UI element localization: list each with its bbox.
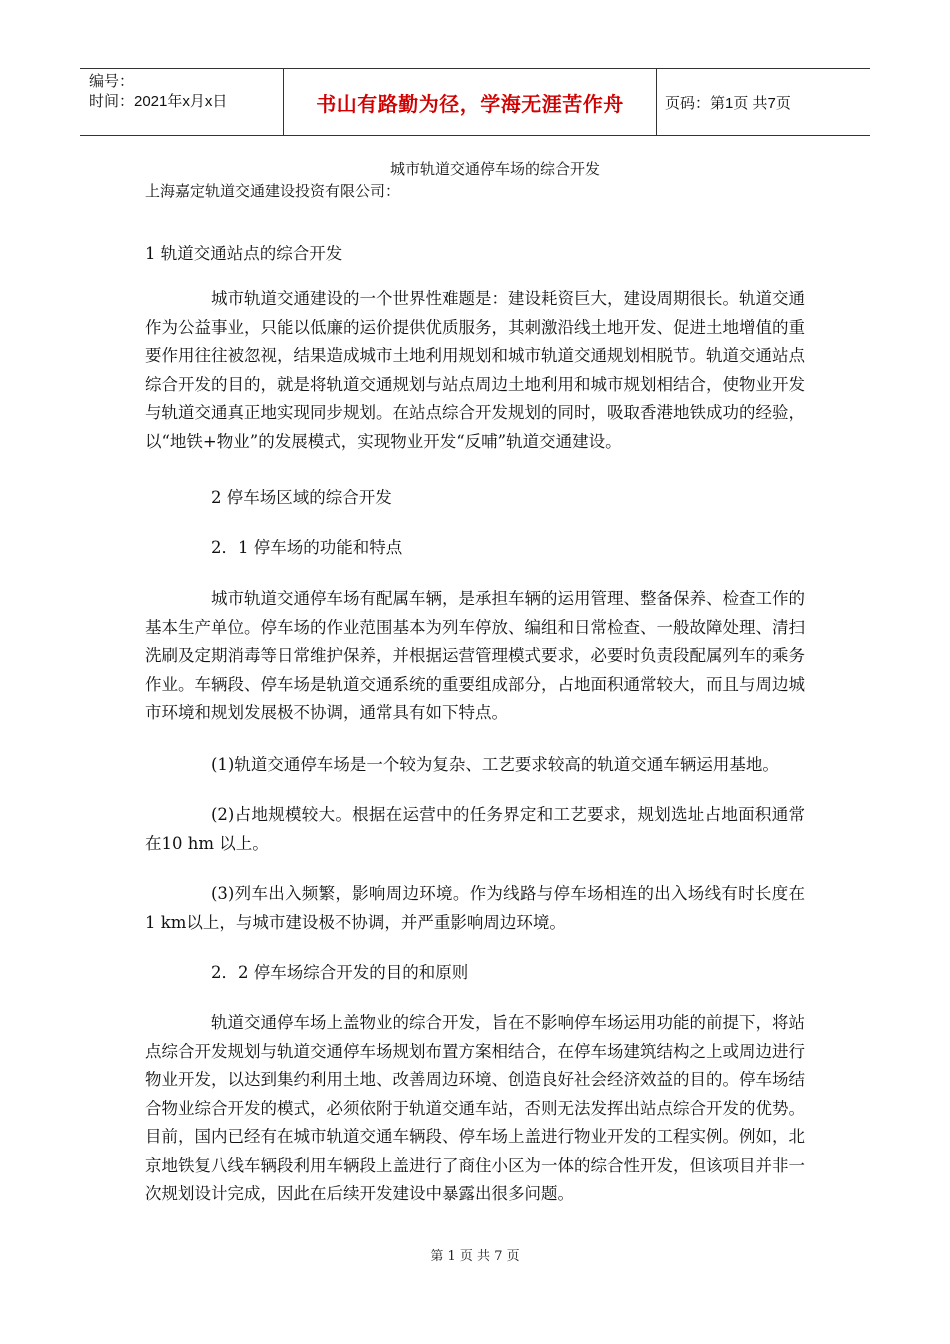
header-page-info: 页码：第1页 共7页 [665,94,791,112]
section-1-heading: 1 轨道交通站点的综合开发 [145,244,343,263]
section-2-1-paragraph: 城市轨道交通停车场有配属车辆，是承担车辆的运用管理、整备保养、检查工作的基本生产单位。停车场的作业范围基本为列车停放、编组和日常检查、一般故障处理、清扫洗刷及定期消毒等日常维护保养，并根据运营管理模式要求，必要时负责段配属列车的乘务作业。车辆段、停车场是轨道交通系统的重要组成部分，占地面积通常较大，而且与周边城市环境和规划发展极不协调，通常具有如下特点。 [145,589,805,722]
document-title: 城市轨道交通停车场的综合开发 [389,160,600,178]
page-header [80,68,870,136]
section-2-2-heading: 2．2 停车场综合开发的目的和原则 [211,963,469,982]
section-2-2-paragraph: 轨道交通停车场上盖物业的综合开发，旨在不影响停车场运用功能的前提下，将站点综合开发规划与轨道交通停车场规划布置方案相结合，在停车场建筑结构之上或周边进行物业开发，以达到集约利用土地、改善周边环境、创造良好社会经济效益的目的。停车场结合物业综合开发的模式，必须依附于轨道交通车站，否则无法发挥出站点综合开发的优势。目前，国内已经有在城市轨道交通车辆段、停车场上盖进行物业开发的工程实例。例如，北京地铁复八线车辆段利用车辆段上盖进行了商住小区为一体的综合性开发，但该项目并非一次规划设计完成，因此在后续开发建设中暴露出很多问题。 [145,1013,805,1203]
time-label: 时间：2021年x月x日 [89,93,228,110]
section-1-paragraph: 城市轨道交通建设的一个世界性难题是：建设耗资巨大，建设周期很长。轨道交通作为公益事业，只能以低廉的运价提供优质服务，其刺激沿线土地开发、促进土地增值的重要作用往往被忽视，结果造成城市土地利用规划和城市轨道交通规划相脱节。轨道交通站点综合开发的目的，就是将轨道交通规划与站点周边土地利用和城市规划相结合，使物业开发与轨道交通真正地实现同步规划。在站点综合开发规划的同时，吸取香港地铁成功的经验，以“地铁+物业”的发展模式，实现物业开发“反哺”轨道交通建设。 [145,289,805,451]
section-2-heading: 2 停车场区域的综合开发 [211,488,392,507]
number-label: 编号： [89,73,135,90]
document-author: 上海嘉定轨道交通建设投资有限公司： [145,182,401,200]
page-footer: 第 1 页 共 7 页 [430,1249,520,1264]
point-2: (2)占地规模较大。根据在运营中的任务界定和工艺要求，规划选址占地面积通常在10 hm 以上。 [145,805,805,853]
header-motto: 书山有路勤为径，学海无涯苦作舟 [283,69,657,135]
point-3: (3)列车出入频繁，影响周边环境。作为线路与停车场相连的出入场线有时长度在1 km以上，与城市建设极不协调，并严重影响周边环境。 [145,884,805,932]
document-body [145,158,805,1209]
point-1: (1)轨道交通停车场是一个较为复杂、工艺要求较高的轨道交通车辆运用基地。 [211,754,779,774]
header-meta [80,69,283,135]
section-2-1-heading: 2．1 停车场的功能和特点 [211,538,403,557]
